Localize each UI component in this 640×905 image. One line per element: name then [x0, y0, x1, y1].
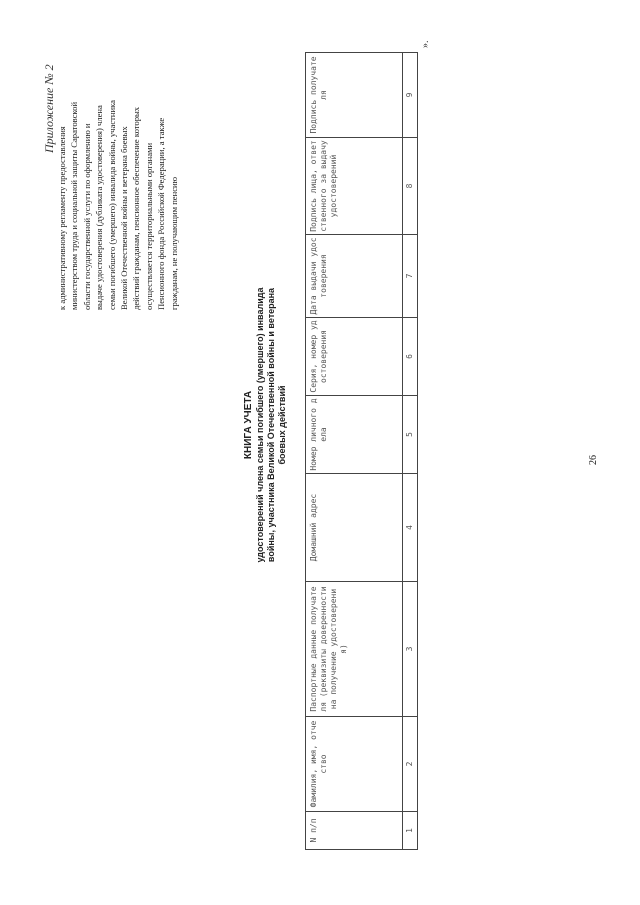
header-cell-passport: Паспортные данные получателя (реквизиты доверенности на получение удостоверения): [306, 582, 403, 717]
book-title: КНИГА УЧЕТА: [243, 390, 254, 460]
appendix-line: области государственной услуги по оформлению и: [81, 123, 92, 310]
registry-table: [305, 52, 418, 850]
header-cell-number: N п/п: [306, 812, 403, 850]
appendix-line: Пенсионного фонда Российской Федерации, а также: [156, 117, 167, 310]
table-number-row: [403, 53, 418, 850]
column-number: 1: [403, 812, 418, 850]
appendix-line: гражданам, не получающим пенсию: [168, 176, 179, 310]
header-cell-issue-date: Дата выдачи удостоверения: [306, 235, 403, 318]
header-cell-officer-signature: Подпись лица, ответственного за выдачу удостоверений: [306, 138, 403, 235]
appendix-line: выдаче удостоверения (дубликата удостоверения) члена: [94, 105, 105, 310]
appendix-line: семьи погибшего (умершего) инвалида войны, участника: [106, 100, 117, 310]
appendix-line: к административному регламенту предоставления: [57, 126, 67, 310]
column-number: 8: [403, 138, 418, 235]
header-cell-full-name: Фамилия, имя, отчество: [306, 717, 403, 812]
book-heading: [243, 275, 288, 575]
column-number: 4: [403, 474, 418, 582]
header-cell-series-number: Серия, номер удостоверения: [306, 318, 403, 396]
column-number: 7: [403, 235, 418, 318]
header-cell-file-number: Номер личного дела: [306, 396, 403, 474]
header-cell-recipient-signature: Подпись получателя: [306, 53, 403, 138]
column-number: 5: [403, 396, 418, 474]
closing-quote: ».: [420, 40, 431, 48]
appendix-line: действий гражданам, пенсионное обеспечение которых: [131, 106, 142, 310]
header-cell-address: Домашний адрес: [306, 474, 403, 582]
page-number: 26: [588, 455, 599, 465]
column-number: 3: [403, 582, 418, 717]
column-number: 2: [403, 717, 418, 812]
column-number: 6: [403, 318, 418, 396]
appendix-title: Приложение № 2: [42, 64, 56, 153]
book-subtitle-line: удостоверений члена семьи погибшего (умершего) инвалида: [255, 287, 265, 563]
appendix-line: осуществляется территориальными органами: [143, 142, 154, 310]
appendix-line: министерством труда и социальной защиты Саратовской: [69, 101, 80, 310]
table-header-row: [306, 53, 403, 850]
appendix-line: Великой Отечественной войны и ветерана боевых: [119, 126, 130, 310]
appendix-text: [56, 50, 180, 310]
book-subtitle-line: боевых действий: [277, 385, 287, 465]
column-number: 9: [403, 53, 418, 138]
book-subtitle-line: войны, участника Великой Отечественной войны и ветерана: [266, 287, 276, 563]
